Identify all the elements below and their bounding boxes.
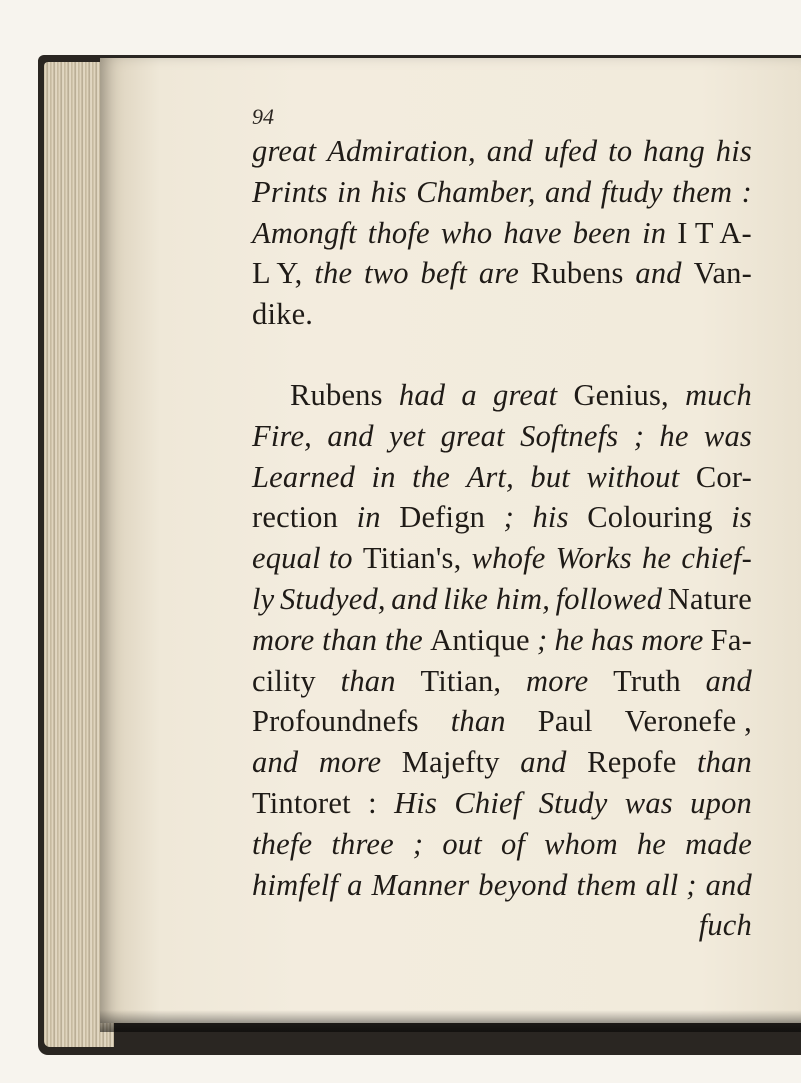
word: Antique (430, 622, 530, 657)
word: Chief (454, 785, 522, 820)
word: Studyed, (279, 581, 386, 616)
word: ; (503, 500, 514, 535)
word: of (500, 826, 526, 861)
text-line (252, 213, 752, 254)
word: great (440, 418, 505, 453)
word: thofe (367, 215, 430, 250)
word: yet (389, 418, 426, 453)
word: much (685, 377, 752, 412)
word: Rubens (530, 256, 624, 291)
word: in (642, 215, 667, 250)
word: I T A- (677, 215, 752, 250)
word: he (641, 541, 672, 576)
paragraph-gap (252, 335, 752, 375)
word: in (371, 459, 396, 494)
word: three (331, 826, 394, 861)
word: without (586, 459, 680, 494)
word: himfelf (252, 867, 339, 902)
word: Softnefs (520, 418, 619, 453)
word: a (347, 867, 363, 902)
text-line (252, 701, 752, 742)
word: Works (555, 541, 632, 576)
word: hang (643, 134, 705, 168)
word: Study (538, 785, 608, 820)
word: Amongft (252, 215, 357, 250)
word: out (442, 826, 482, 861)
text-line (252, 253, 752, 294)
word: them (672, 174, 733, 209)
word: Fa- (710, 622, 752, 657)
word: and (252, 745, 299, 780)
word: and (327, 418, 374, 453)
word: upon (690, 785, 752, 820)
word: Profoundnefs (252, 704, 419, 739)
catchword: fuch (698, 908, 752, 943)
word: followed (555, 581, 663, 616)
word: chief- (681, 541, 752, 576)
word: a (461, 377, 477, 412)
word: : (741, 174, 752, 209)
word: great (493, 377, 558, 412)
word: Learned (252, 459, 356, 494)
word: is (731, 500, 752, 535)
word: Genius, (573, 377, 669, 412)
word: and (705, 867, 752, 902)
word: who (440, 215, 493, 250)
word: Art, (466, 459, 514, 494)
text-line (252, 131, 752, 172)
word: Manner (371, 867, 470, 902)
word: his (532, 500, 569, 535)
word: more than the (252, 622, 423, 657)
word: and (544, 174, 592, 209)
word: Defign (399, 500, 486, 535)
body-text (252, 131, 752, 946)
word: but (530, 459, 570, 494)
word: whom (544, 826, 618, 861)
text-line (252, 579, 752, 620)
word: more (641, 622, 704, 657)
word: great (252, 134, 317, 168)
word: Veronefe , (624, 704, 752, 739)
text-line (252, 538, 752, 579)
word: was (703, 418, 752, 453)
catchword-line (252, 905, 752, 946)
word: Titian's, (362, 541, 462, 576)
word: he (636, 826, 667, 861)
page-bottom-shadow (100, 1010, 801, 1032)
word: he (659, 418, 689, 453)
word: had (398, 377, 446, 412)
word: Tintoret (252, 785, 351, 820)
word: beft (420, 256, 468, 291)
word: ; (412, 826, 424, 861)
word: and (391, 581, 438, 616)
word: them (576, 867, 637, 902)
word: Prints (252, 174, 328, 209)
word: have (503, 215, 562, 250)
word: in (356, 500, 381, 535)
word: ; (536, 622, 548, 657)
text-line (252, 783, 752, 824)
word: than (696, 745, 752, 780)
word: Admiration, (327, 134, 476, 168)
word: cility (252, 663, 316, 698)
text-line (252, 294, 752, 335)
word: all ; (645, 867, 697, 902)
text-line (252, 416, 752, 457)
text-line (252, 661, 752, 702)
word: Titian, (420, 663, 502, 698)
word: more (318, 745, 382, 780)
text-line (252, 172, 752, 213)
word: : (368, 785, 377, 820)
word: made (685, 826, 752, 861)
word: than (340, 663, 396, 698)
word: Van- (693, 256, 752, 291)
text-line (252, 620, 752, 661)
word: ufed (543, 134, 598, 168)
word: and (486, 134, 534, 168)
word: Truth (613, 663, 681, 698)
word: than (450, 704, 506, 739)
word: dike. (252, 297, 314, 332)
word: ftudy (600, 174, 663, 209)
word: been (572, 215, 632, 250)
word: ; (633, 418, 645, 453)
word: Nature (667, 581, 752, 616)
word: ly (252, 581, 275, 616)
text-line (252, 865, 752, 906)
word: are (478, 256, 520, 291)
word: thefe (252, 826, 313, 861)
text-line (252, 742, 752, 783)
word: Rubens (290, 377, 383, 412)
word: Fire, (252, 418, 313, 453)
word: whofe (471, 541, 546, 576)
text-line (252, 824, 752, 865)
word: and (635, 256, 682, 291)
word: Colouring (587, 500, 713, 535)
page-number: 94 (252, 104, 274, 129)
word: his (715, 134, 752, 168)
text-line (252, 497, 752, 538)
text-line (252, 375, 752, 416)
word: and (520, 745, 567, 780)
word: in (337, 174, 362, 209)
word: equal to (252, 541, 353, 576)
text-line (252, 457, 752, 498)
word: his (370, 174, 407, 209)
word: rection (252, 500, 339, 535)
word: has (590, 622, 634, 657)
word: like him, (443, 581, 551, 616)
word: two (364, 256, 409, 291)
word: beyond (478, 867, 568, 902)
word: more (526, 663, 589, 698)
word: Repofe (587, 745, 677, 780)
word: Majefty (401, 745, 500, 780)
word: he (554, 622, 584, 657)
word: and (705, 663, 752, 698)
word: His (394, 785, 438, 820)
word: Chamber, (416, 174, 536, 209)
word: the (412, 459, 451, 494)
word: was (624, 785, 673, 820)
word: L Y, (252, 256, 303, 291)
word: the (314, 256, 353, 291)
word: Paul (537, 704, 593, 739)
word: to (608, 134, 633, 168)
word: Cor- (695, 459, 752, 494)
